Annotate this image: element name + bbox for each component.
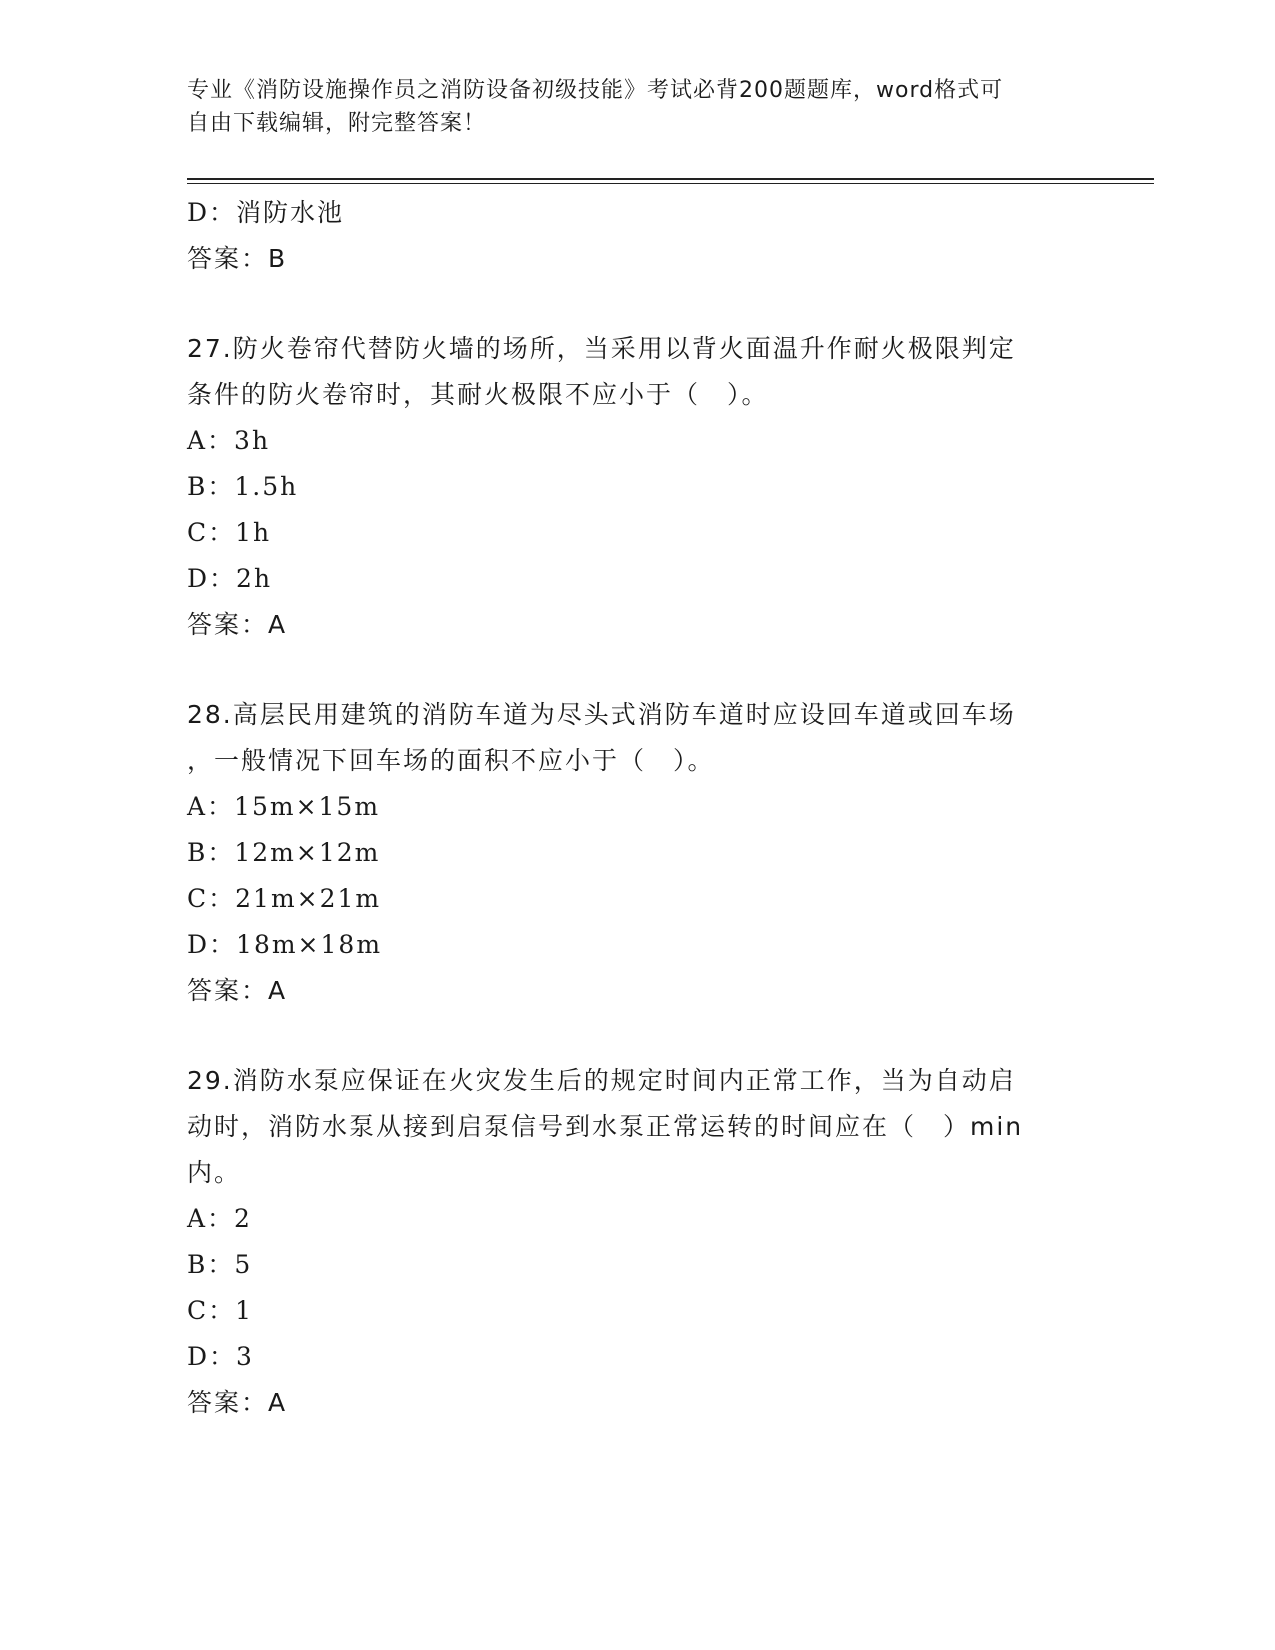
answer-line: 答案：A (187, 610, 288, 639)
header-divider-thick (187, 178, 1154, 180)
option-b: B：12m×12m (187, 838, 381, 867)
answer-line: 答案：A (187, 1388, 288, 1417)
option-d: D：消防水池 (187, 198, 345, 227)
option-d: D：18m×18m (187, 930, 383, 959)
question-text: 条件的防火卷帘时，其耐火极限不应小于（ ）。 (187, 380, 769, 409)
answer-line: 答案：A (187, 976, 288, 1005)
header-line-2: 自由下载编辑，附完整答案！ (187, 111, 487, 136)
option-c: C：1h (187, 518, 272, 547)
question-text: 动时，消防水泵从接到启泵信号到水泵正常运转的时间应在（ ）min (187, 1112, 1024, 1141)
option-d: D：2h (187, 564, 273, 593)
question-28 (187, 692, 1067, 1014)
option-c: C：21m×21m (187, 884, 382, 913)
question-text: 27.防火卷帘代替防火墙的场所，当采用以背火面温升作耐火极限判定 (187, 334, 1016, 363)
question-text: 29.消防水泵应保证在火灾发生后的规定时间内正常工作，当为自动启 (187, 1066, 1016, 1095)
option-a: A：2 (187, 1204, 252, 1233)
option-b: B：5 (187, 1250, 253, 1279)
option-b: B：1.5h (187, 472, 299, 501)
option-c: C：1 (187, 1296, 254, 1325)
question-text: 28.高层民用建筑的消防车道为尽头式消防车道时应设回车道或回车场 (187, 700, 1016, 729)
option-a: A：15m×15m (187, 792, 381, 821)
option-d: D：3 (187, 1342, 254, 1371)
previous-question-tail (187, 190, 1067, 282)
question-list (187, 190, 1067, 1426)
header-line-1: 专业《消防设施操作员之消防设备初级技能》考试必背200题题库，word格式可 (187, 78, 1004, 103)
question-text: ，一般情况下回车场的面积不应小于（ ）。 (187, 746, 715, 775)
option-a: A：3h (187, 426, 271, 455)
header-divider-thin (187, 183, 1154, 184)
question-29 (187, 1058, 1067, 1426)
answer-line: 答案：B (187, 244, 288, 273)
document-header (187, 74, 1067, 140)
question-text: 内。 (187, 1158, 242, 1187)
question-27 (187, 326, 1067, 648)
